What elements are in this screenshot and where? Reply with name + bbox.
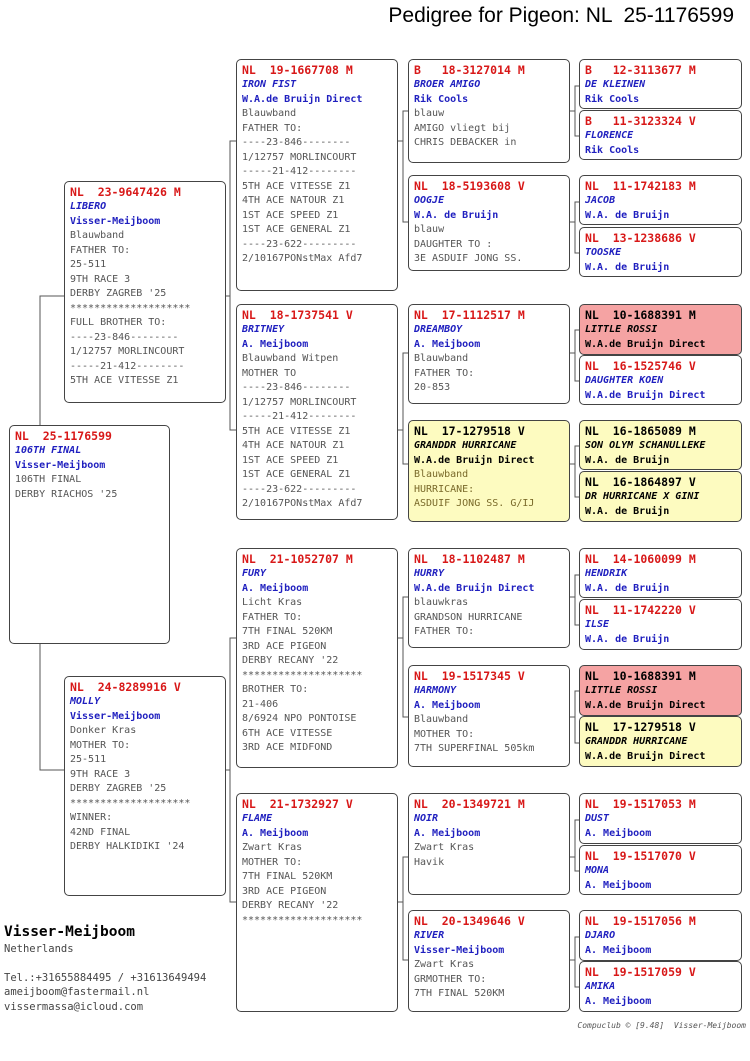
breeder-name: A. Meijboom — [585, 995, 652, 1007]
pigeon-name: AMIKA — [585, 981, 616, 992]
pigeon-name: NOIR — [414, 813, 439, 824]
pigeon-name: OOGJE — [414, 195, 445, 206]
pigeon-card-g9[interactable] — [579, 548, 742, 598]
ring-number: NL 18-5193608 V — [414, 179, 525, 193]
note-line: 3E ASDUIF JONG SS. — [414, 253, 523, 264]
ring-number: NL 10-1688391 M — [585, 308, 696, 322]
pigeon-card-g12[interactable] — [579, 716, 742, 767]
note-line: ******************** — [242, 914, 363, 926]
note-line: MOTHER TO: — [242, 856, 303, 868]
note-line: blauw — [414, 108, 445, 119]
ring-number: NL 16-1525746 V — [585, 359, 696, 373]
ring-number: NL 11-1742183 M — [585, 179, 696, 193]
note-line: 7TH SUPERFINAL 505km — [414, 743, 535, 754]
pigeon-card-g10[interactable] — [579, 599, 742, 650]
pigeon-name: IRON FIST — [242, 79, 297, 90]
breeder-name: Rik Cools — [414, 93, 469, 105]
pigeon-card-g7[interactable] — [579, 420, 742, 470]
pigeon-card-g4[interactable] — [579, 227, 742, 277]
note-line: DERBY ZAGREB '25 — [70, 783, 167, 794]
note-line: 9TH RACE 3 — [70, 273, 131, 285]
breeder-name: W.A. de Bruijn — [585, 261, 670, 273]
ring-number: NL 25-1176599 — [15, 429, 112, 443]
ring-number: NL 20-1349646 V — [414, 914, 525, 928]
owner-email-2: vissermassa@icloud.com — [4, 1000, 144, 1013]
breeder-name: W.A.de Bruijn Direct — [585, 389, 706, 401]
pigeon-card-fm[interactable] — [236, 304, 398, 520]
breeder-name: W.A.de Bruijn Direct — [585, 699, 706, 711]
pigeon-card-fmf[interactable] — [408, 304, 570, 404]
pigeon-card-mfm[interactable] — [408, 665, 570, 767]
note-line: Zwart Kras — [414, 959, 475, 970]
pigeon-name: HARMONY — [414, 685, 457, 696]
note-line: WINNER: — [70, 812, 113, 823]
note-line: GRMOTHER TO: — [414, 973, 487, 985]
note-line: 106TH FINAL — [15, 474, 82, 485]
note-line: 3RD ACE PIGEON — [242, 640, 327, 652]
pigeon-card-g3[interactable] — [579, 175, 742, 225]
breeder-name: A. Meijboom — [242, 338, 309, 350]
pigeon-name: SON OLYM SCHANULLEKE — [585, 440, 706, 451]
pigeon-name: FLORENCE — [585, 130, 634, 141]
pigeon-name: 106TH FINAL — [15, 445, 82, 456]
breeder-name: W.A. de Bruijn — [585, 209, 670, 221]
pigeon-card-father[interactable] — [64, 181, 226, 403]
ring-number: NL 17-1279518 V — [414, 424, 525, 438]
breeder-name: Rik Cools — [585, 93, 640, 105]
breeder-name: A. Meijboom — [585, 944, 652, 956]
note-line: 25-511 — [70, 754, 107, 765]
ring-number: NL 16-1865089 M — [585, 424, 696, 438]
pigeon-name: DUST — [585, 813, 610, 824]
note-line: 7TH FINAL 520KM — [242, 626, 333, 637]
note-line: 1ST ACE SPEED Z1 — [242, 209, 339, 221]
note-line: blauw — [414, 224, 445, 235]
breeder-name: W.A.de Bruijn Direct — [585, 750, 706, 762]
note-line: ----23-622--------- — [242, 238, 357, 250]
note-line: Blauwband Witpen — [242, 353, 339, 364]
note-line: Blauwband — [414, 353, 469, 364]
breeder-name: A. Meijboom — [242, 582, 309, 594]
pigeon-name: BROER AMIGO — [414, 79, 481, 90]
ring-number: NL 17-1112517 M — [414, 308, 525, 322]
pigeon-name: GRANDDR HURRICANE — [585, 736, 688, 747]
note-line: MOTHER TO: — [414, 728, 475, 740]
breeder-name: W.A. de Bruijn — [585, 505, 670, 517]
breeder-name: A. Meijboom — [585, 879, 652, 891]
pigeon-card-mm[interactable] — [236, 793, 398, 1012]
note-line: Zwart Kras — [414, 842, 475, 853]
note-line: DERBY RECANY '22 — [242, 655, 339, 666]
ring-number: NL 19-1517070 V — [585, 849, 696, 863]
ring-number: B 12-3113677 M — [585, 63, 696, 77]
owner-name: Visser-Meijboom — [4, 924, 135, 940]
pigeon-card-g8[interactable] — [579, 471, 742, 522]
note-line: FATHER TO: — [70, 244, 131, 256]
note-line: 1/12757 MORLINCOURT — [70, 346, 185, 357]
pigeon-card-g14[interactable] — [579, 845, 742, 895]
note-line: ----23-846-------- — [70, 331, 179, 343]
note-line: ----23-846-------- — [242, 382, 351, 393]
pigeon-card-ff[interactable] — [236, 59, 398, 291]
pigeon-card-mmm[interactable] — [408, 910, 570, 1012]
note-line: GRANDSON HURRICANE — [414, 611, 523, 623]
owner-country: Netherlands — [4, 943, 74, 955]
breeder-name: W.A.de Bruijn Direct — [414, 454, 535, 466]
note-line: 1ST ACE GENERAL Z1 — [242, 469, 351, 480]
note-line: ----23-622--------- — [242, 483, 357, 495]
breeder-name: A. Meijboom — [414, 827, 481, 839]
note-line: ******************** — [70, 302, 191, 314]
note-line: 20-853 — [414, 382, 451, 393]
breeder-name: A. Meijboom — [585, 827, 652, 839]
ring-number: NL 19-1517053 M — [585, 797, 696, 811]
pigeon-name: BRITNEY — [242, 324, 285, 335]
ring-number: NL 21-1052707 M — [242, 552, 353, 566]
note-line: DERBY HALKIDIKI '24 — [70, 841, 185, 852]
owner-email-1: ameijboom@fastermail.nl — [4, 986, 150, 998]
owner-phone: Tel.:+31655884495 / +31613649494 — [4, 971, 207, 984]
pigeon-name: DR HURRICANE X GINI — [585, 491, 700, 502]
breeder-name: W.A. de Bruijn — [414, 209, 499, 221]
ring-number: NL 19-1517345 V — [414, 669, 525, 683]
note-line: DERBY RECANY '22 — [242, 900, 339, 911]
ring-number: NL 19-1517059 V — [585, 965, 696, 979]
ring-number: NL 18-1102487 M — [414, 552, 525, 566]
pigeon-name: LITTLE ROSSI — [585, 685, 658, 696]
pigeon-card-g2[interactable] — [579, 110, 742, 160]
note-line: Licht Kras — [242, 597, 303, 608]
breeder-name: A. Meijboom — [414, 338, 481, 350]
note-line: 7TH FINAL 520KM — [242, 871, 333, 882]
note-line: Blauwband — [242, 108, 297, 119]
pigeon-card-g11[interactable] — [579, 665, 742, 716]
pigeon-name: MONA — [585, 865, 610, 876]
note-line: 25-511 — [70, 259, 107, 270]
ring-number: NL 19-1517056 M — [585, 914, 696, 928]
pigeon-card-mf[interactable] — [236, 548, 398, 768]
note-line: 21-406 — [242, 698, 279, 710]
note-line: MOTHER TO — [242, 367, 297, 379]
note-line: FATHER TO: — [414, 626, 475, 637]
note-line: 5TH ACE VITESSE Z1 — [242, 425, 351, 437]
note-line: 5TH ACE VITESSE Z1 — [70, 375, 179, 386]
note-line: 1ST ACE SPEED Z1 — [242, 454, 339, 466]
note-line: BROTHER TO: — [242, 684, 309, 695]
breeder-name: Visser-Meijboom — [414, 944, 505, 956]
note-line: 42ND FINAL — [70, 826, 131, 838]
note-line: 4TH ACE NATOUR Z1 — [242, 440, 345, 451]
pigeon-name: HENDRIK — [585, 568, 628, 579]
note-line: 4TH ACE NATOUR Z1 — [242, 195, 345, 206]
breeder-name: W.A.de Bruijn Direct — [414, 582, 535, 594]
breeder-name: W.A. de Bruijn — [585, 582, 670, 594]
note-line: 1ST ACE GENERAL Z1 — [242, 224, 351, 235]
note-line: 9TH RACE 3 — [70, 768, 131, 780]
pigeon-card-fff[interactable] — [408, 59, 570, 163]
pigeon-card-ffm[interactable] — [408, 175, 570, 271]
pigeon-name: TOOSKE — [585, 247, 622, 258]
breeder-name: A. Meijboom — [414, 699, 481, 711]
note-line: DERBY ZAGREB '25 — [70, 288, 167, 299]
pigeon-card-g16[interactable] — [579, 961, 742, 1012]
note-line: FATHER TO: — [414, 367, 475, 379]
pigeon-name: DE KLEINEN — [585, 79, 646, 90]
ring-number: B 18-3127014 M — [414, 63, 525, 77]
pigeon-card-g5[interactable] — [579, 304, 742, 355]
note-line: 3RD ACE MIDFOND — [242, 742, 333, 753]
breeder-name: Visser-Meijboom — [15, 459, 106, 471]
pigeon-name: RIVER — [414, 930, 445, 941]
breeder-name: W.A.de Bruijn Direct — [242, 93, 363, 105]
note-line: 1/12757 MORLINCOURT — [242, 151, 357, 163]
owner-info — [4, 922, 206, 1014]
ring-number: NL 19-1667708 M — [242, 63, 353, 77]
pigeon-name: GRANDDR HURRICANE — [414, 440, 517, 451]
pigeon-name: JACOB — [585, 195, 616, 206]
ring-number: NL 11-1742220 V — [585, 603, 696, 617]
pigeon-card-g13[interactable] — [579, 793, 742, 844]
pigeon-card-fmm[interactable] — [408, 420, 570, 522]
note-line: -----21-412-------- — [242, 166, 357, 177]
note-line: 8/6924 NPO PONTOISE — [242, 713, 357, 724]
ring-number: NL 14-1060099 M — [585, 552, 696, 566]
note-line: Blauwband — [414, 714, 469, 725]
ring-number: NL 10-1688391 M — [585, 669, 696, 683]
note-line: CHRIS DEBACKER in — [414, 137, 517, 148]
note-line: ----23-846-------- — [242, 137, 351, 148]
note-line: 3RD ACE PIGEON — [242, 885, 327, 897]
pigeon-name: FLAME — [242, 813, 273, 824]
pigeon-name: FURY — [242, 568, 267, 579]
breeder-name: Rik Cools — [585, 144, 640, 156]
ring-number: NL 13-1238686 V — [585, 231, 696, 245]
note-line: blauwkras — [414, 597, 469, 608]
note-line: 2/10167PONstMax Afd7 — [242, 253, 363, 264]
pigeon-name: DJARO — [585, 930, 616, 941]
note-line: 2/10167PONstMax Afd7 — [242, 498, 363, 509]
pigeon-name: DAUGHTER KOEN — [585, 375, 664, 386]
pigeon-card-subject[interactable] — [9, 425, 170, 644]
pigeon-name: MOLLY — [70, 696, 101, 707]
breeder-name: W.A.de Bruijn Direct — [585, 338, 706, 350]
footer-credit: Compuclub © [9.48] Visser-Meijboom — [577, 1021, 746, 1030]
pigeon-card-g15[interactable] — [579, 910, 742, 961]
breeder-name: W.A. de Bruijn — [585, 454, 670, 466]
note-line: 7TH FINAL 520KM — [414, 988, 505, 999]
pigeon-card-g6[interactable] — [579, 355, 742, 405]
note-line: FULL BROTHER TO: — [70, 317, 167, 328]
note-line: FATHER TO: — [242, 611, 303, 623]
pigeon-card-mother[interactable] — [64, 676, 226, 896]
pigeon-name: DREAMBOY — [414, 324, 463, 335]
breeder-name: A. Meijboom — [242, 827, 309, 839]
ring-number: NL 20-1349721 M — [414, 797, 525, 811]
note-line: DAUGHTER TO : — [414, 238, 493, 250]
ring-number: NL 21-1732927 V — [242, 797, 353, 811]
note-line: 5TH ACE VITESSE Z1 — [242, 180, 351, 192]
note-line: 6TH ACE VITESSE — [242, 727, 333, 739]
note-line: ASDUIF JONG SS. G/IJ — [414, 498, 535, 509]
note-line: Zwart Kras — [242, 842, 303, 853]
note-line: -----21-412-------- — [70, 360, 185, 372]
note-line: AMIGO vliegt bij — [414, 122, 511, 134]
page-title: Pedigree for Pigeon: NL 25-1176599 — [388, 4, 734, 27]
note-line: Blauwband — [414, 469, 469, 480]
pigeon-name: ILSE — [585, 619, 610, 630]
note-line: FATHER TO: — [242, 122, 303, 134]
ring-number: NL 24-8289916 V — [70, 680, 181, 694]
note-line: MOTHER TO: — [70, 739, 131, 751]
pigeon-name: LIBERO — [70, 201, 107, 212]
ring-number: NL 17-1279518 V — [585, 720, 696, 734]
ring-number: B 11-3123324 V — [585, 114, 696, 128]
pigeon-card-g1[interactable] — [579, 59, 742, 109]
note-line: Donker Kras — [70, 725, 137, 736]
ring-number: NL 18-1737541 V — [242, 308, 353, 322]
breeder-name: Visser-Meijboom — [70, 710, 161, 722]
note-line: -----21-412-------- — [242, 411, 357, 422]
ring-number: NL 16-1864897 V — [585, 475, 696, 489]
note-line: ******************** — [242, 669, 363, 681]
pigeon-card-mmf[interactable] — [408, 793, 570, 895]
note-line: 1/12757 MORLINCOURT — [242, 396, 357, 408]
ring-number: NL 23-9647426 M — [70, 185, 181, 199]
note-line: HURRICANE: — [414, 483, 475, 495]
note-line: ******************** — [70, 797, 191, 809]
note-line: DERBY RIACHOS '25 — [15, 488, 118, 500]
note-line: Havik — [414, 856, 445, 868]
pigeon-card-mff[interactable] — [408, 548, 570, 648]
pigeon-name: LITTLE ROSSI — [585, 324, 658, 335]
note-line: Blauwband — [70, 230, 125, 241]
pigeon-name: HURRY — [414, 568, 445, 579]
breeder-name: W.A. de Bruijn — [585, 633, 670, 645]
breeder-name: Visser-Meijboom — [70, 215, 161, 227]
